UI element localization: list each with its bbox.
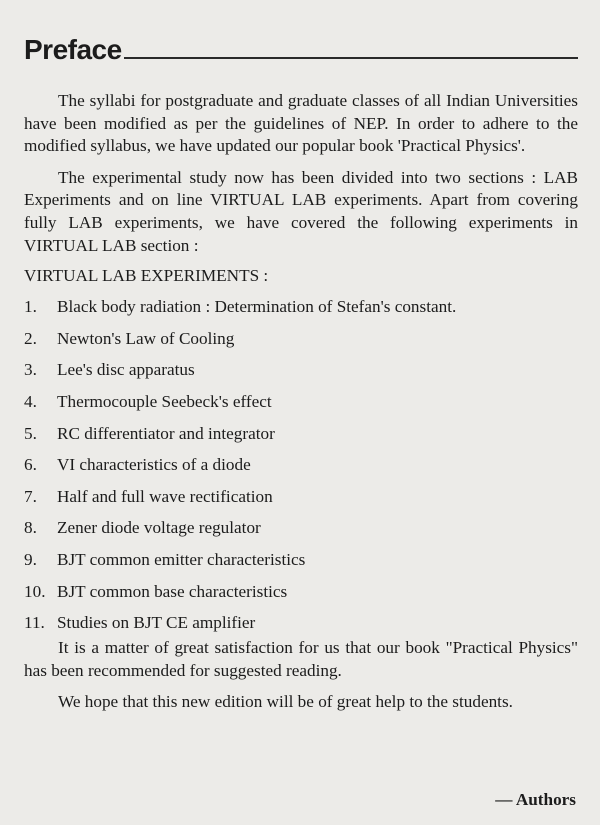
- list-item: [24, 454, 578, 486]
- experiment-list: [24, 296, 578, 637]
- list-item: [24, 612, 578, 637]
- heading-underline: [124, 57, 578, 59]
- list-item: [24, 423, 578, 455]
- list-item-number: 6.: [24, 455, 37, 475]
- list-item-number: 4.: [24, 391, 37, 411]
- list-item: [24, 296, 578, 328]
- list-item-text: Newton's Law of Cooling: [57, 328, 235, 348]
- list-item-number: 11.: [24, 613, 45, 633]
- list-item: [24, 391, 578, 423]
- list-item-number: 10.: [24, 581, 46, 601]
- list-item-text: BJT common emitter characteristics: [57, 549, 306, 569]
- list-title: VIRTUAL LAB EXPERIMENTS :: [24, 266, 269, 286]
- list-item: [24, 486, 578, 518]
- page-title: Preface: [24, 34, 122, 65]
- list-item-text: BJT common base characteristics: [57, 581, 288, 601]
- sections-paragraph: The experimental study now has been divided into two sections : LAB Experiments and on line VIRTUAL LAB experiments. Apart from covering fully LAB experiments, we have covered the following experiments in VIRTUAL LAB section :: [24, 167, 578, 255]
- list-item-text: Black body radiation : Determination of Stefan's constant.: [57, 297, 457, 317]
- list-item-number: 7.: [24, 486, 37, 506]
- intro-paragraph: The syllabi for postgraduate and graduate classes of all Indian Universities have been modified as per the guidelines of NEP. In order to adhere to the modified syllabus, we have updated our popular book 'Practical Physics'.: [24, 91, 578, 156]
- list-item-number: 9.: [24, 549, 37, 569]
- hope-paragraph: We hope that this new edition will be of great help to the students.: [58, 692, 513, 712]
- list-item-text: Half and full wave rectification: [57, 486, 273, 506]
- heading-row: [24, 30, 578, 64]
- list-item-number: 8.: [24, 518, 37, 538]
- list-item-number: 5.: [24, 423, 37, 443]
- list-item: [24, 581, 578, 613]
- list-item-text: Thermocouple Seebeck's effect: [57, 391, 272, 411]
- list-item-text: Studies on BJT CE amplifier: [57, 613, 256, 633]
- authors-signature: — Authors: [495, 790, 576, 809]
- list-item-number: 2.: [24, 328, 37, 348]
- satisfaction-paragraph: It is a matter of great satisfaction for us that our book "Practical Physics" has been recommended for suggested reading.: [24, 638, 578, 680]
- list-item: [24, 549, 578, 581]
- list-item-text: Zener diode voltage regulator: [57, 518, 261, 538]
- list-item: [24, 328, 578, 360]
- list-item: [24, 359, 578, 391]
- list-item-text: Lee's disc apparatus: [57, 360, 195, 380]
- list-item-text: VI characteristics of a diode: [57, 455, 251, 475]
- list-item-number: 1.: [24, 297, 37, 317]
- list-item: [24, 517, 578, 549]
- list-item-text: RC differentiator and integrator: [57, 423, 275, 443]
- list-item-number: 3.: [24, 360, 37, 380]
